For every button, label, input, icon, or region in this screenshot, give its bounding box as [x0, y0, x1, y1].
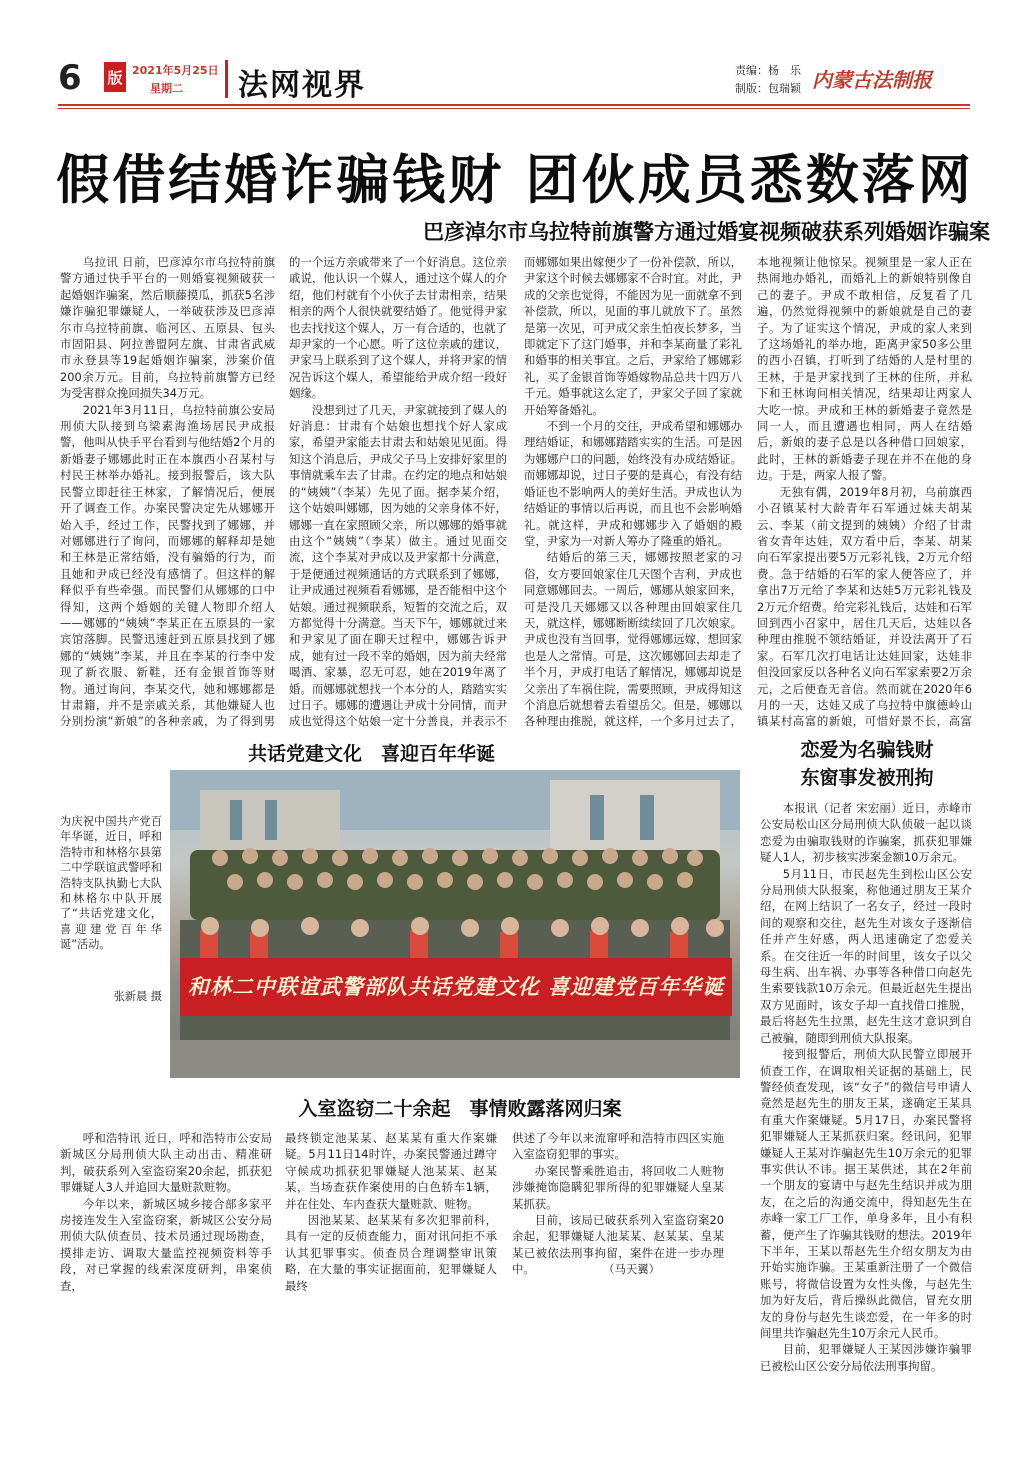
group-photo-drawing: [170, 770, 740, 1078]
column-name: 法网视界: [238, 68, 366, 103]
lead-subheadline: 巴彦淖尔市乌拉特前旗警方通过婚宴视频破获系列婚姻诈骗案: [423, 220, 990, 244]
issue-date: 2021年5月25日: [132, 64, 219, 77]
photo-banner-text: 和林二中联谊武警部队共话党建文化 喜迎建党百年华诞: [187, 975, 725, 999]
story2-paragraph: 目前，犯罪嫌疑人王某因涉嫌诈骗罪已被松山区公安分局依法刑事拘留。: [760, 1342, 972, 1373]
masthead-rule: [58, 104, 970, 106]
story3-column-2: [285, 1130, 497, 1460]
masthead-divider: [225, 60, 228, 98]
lead-headline: 假借结婚诈骗钱财 团伙成员悉数落网: [56, 149, 974, 211]
lead-paragraph: 不到一个月的交往，尹成希望和娜娜办理结婚证，和娜娜踏踏实实的生活。可是因为娜娜户口的问题，始终没有办成结婚证。而娜娜却说，过日子要的是真心，有没有结婚证也不影响两人的美好生活。尹成也认为结婚证的事情以后再说，而且也不会影响婚礼。就这样，尹成和娜娜步入了婚姻的殿堂，尹家为一对新人筹办了隆重的婚礼。: [524, 419, 742, 548]
newspaper-logo: 内蒙古法制报: [812, 68, 932, 92]
story3-column-3: [512, 1130, 724, 1460]
photo-story-title: 共话党建文化 喜迎百年华诞: [248, 743, 496, 765]
lead-paragraph: 的一个远方亲戚带来了一个好消息。这位亲戚说，他认识一个媒人，通过这个媒人的介绍，他们村就有个小伙子去甘肃相亲，结果相亲的两个人很快就要结婚了。他觉得尹家也去找找这个媒人，万一有合适的，也就了却尹家的一个心愿。听了这位亲戚的建议，尹家马上联系到了这个媒人，并将尹家的情况告诉这个媒人，希望能给尹成介绍一段好姻缘。: [289, 255, 507, 401]
lead-paragraph: 无独有偶，2019年8月初，乌前旗西小召镇某村大龄青年石军通过妹夫胡某云、李某（前文提到的姨姨）介绍了甘肃省女青年达娃，双方看中后，李某、胡某向石军家提出要5万元彩礼钱，2万元介绍费。急于结婚的石军的家人便答应了，并拿出7万元给了李某和达娃5万元彩礼钱及2万元介绍费。给完彩礼钱后，达娃和石军回到西小召家中，居住几天后，达娃以各种理由推脱不领结婚证，并设法离开了石家。石军几次打电话让达娃回家，达娃非但没回家反以各种名义向石军家索要2万余元，之后便查无音信。然而就在2020年6月的一天，达娃又成了乌拉特中旗德岭山镇某村高富的新娘，可惜好景不长，高富: [757, 484, 972, 729]
story3-column-1: [60, 1130, 272, 1460]
story2-paragraph: 5月11日，市民赵先生到松山区公安分局刑侦大队报案，称他通过朋友王某介绍，在网上结识了一名女子，经过一段时间的观察和交往，赵先生对该女子逐渐信任并产生好感，两人迅速确定了恋爱关系。在交往近一年的时间里，该女子以父母生病、出车祸、办事等各种借口向赵先生索要钱款10万余元。但最近赵先生提出双方见面时，该女子却一直找借口推脱，最后将赵先生拉黑，赵先生这才意识到自己被骗，随即到刑侦大队报案。: [760, 866, 972, 1045]
photo-credit: 张新晨 摄: [113, 990, 162, 1003]
issue-weekday: 星期二: [150, 82, 183, 95]
designer-credit: 制版：包瑞颖: [735, 82, 801, 95]
photo-caption: 为庆祝中国共产党百年华诞，近日，呼和浩特市和林格尔县第二中学联谊武警呼和浩特支队执勤七大队和林格尔中队开展了“共话党建文化，喜迎建党百年华诞”活动。: [60, 815, 162, 952]
story2-paragraph: 本报讯（记者 宋宏丽）近日，赤峰市公安局松山区分局刑侦大队侦破一起以谈恋爱为由骗取钱财的诈骗案，抓获犯罪嫌疑人1人，初步核实涉案金额10万余元。: [760, 801, 972, 865]
story2-title-line1: 恋爱为名骗钱财: [800, 739, 934, 761]
lead-paragraph: 结婚后的第三天，娜娜按照老家的习俗，女方要回娘家住几天图个吉利，尹成也同意娜娜回去。一周后，娜娜从娘家回来，可是没几天娜娜又以各种理由回娘家住几天，就这样，娜娜断断续续回了几次娘家。尹成也没有当回事，觉得娜娜远嫁，想回家也是人之常情。可是，这次娜娜回去却走了半个月，尹成打电话了解情况，娜娜却说是父亲出了车祸住院，需要照顾，尹成得知这个消息后就想着去看望岳父。但是，娜娜以各种理由推脱，就这样，一个多月过去了，: [524, 550, 742, 729]
masthead-rule-thin: [58, 108, 970, 109]
story3-title: 入室盗窃二十余起 事情败露落网归案: [298, 1098, 622, 1120]
story2-title: [762, 736, 972, 792]
lead-column-1: [60, 254, 275, 730]
story3-paragraph: 呼和浩特讯 近日，呼和浩特市公安局新城区分局刑侦大队主动出击、精准研判，破获系列入室盗窃案20余起，抓获犯罪嫌疑人3人并追回大量赃款赃物。: [60, 1131, 272, 1195]
group-photo: [170, 770, 740, 1078]
story3-paragraph: 因池某某、赵某某有多次犯罪前科，具有一定的反侦查能力，面对讯问拒不承认其犯罪事实。侦查员合理调整审讯策略，在大量的事实证据面前，犯罪嫌疑人最终: [285, 1213, 497, 1293]
editor-credit: 责编：杨 乐: [735, 64, 801, 77]
lead-column-2: [289, 254, 507, 730]
story3-paragraph: 最终锁定池某某、赵某某有重大作案嫌疑。5月11日14时许，办案民警通过蹲守守候成功抓获犯罪嫌疑人池某某、赵某某，当场查获作案使用的白色轿车1辆，并在住处、车内查获大量赃款、赃物。: [285, 1131, 497, 1211]
lead-paragraph: 没想到过了几天，尹家就接到了媒人的好消息：甘肃有个姑娘也想找个好人家成家，希望尹家能去甘肃去和姑娘见见面。得知这个消息后，尹成父子马上安排好家里的事情就乘车去了甘肃。在约定的地点和姑娘的“姨姨”（李某）先见了面。据李某介绍，这个姑娘叫娜娜，因为她的父亲身体不好，娜娜一直在家照顾父亲，所以娜娜的婚事就由这个“姨姨”（李某）做主。通过见面交流，这个李某对尹成以及尹家都十分满意，于是便通过视频通话的方式联系到了娜娜，让尹成通过视频看看娜娜，是否能相中这个姑娘。通过视频联系，短暂的交流之后，双方都觉得十分满意。当天下午，娜娜就过来和尹家见了面在聊天过程中，娜娜告诉尹成，她有过一段不幸的婚姻，因为前夫经常喝酒、家暴，忍无可忍，她在2019年离了婚。而娜娜就想找一个本分的人，踏踏实实过日子。娜娜的遭遇让尹成十分同情，而尹成也觉得这个姑娘一定十分善良，并表示不: [289, 402, 507, 729]
lead-column-3: [524, 254, 742, 730]
story2-title-line2: 东窗事发被刑拘: [800, 767, 934, 789]
lead-column-4: [757, 254, 972, 730]
page-label: 版: [104, 62, 126, 92]
lead-paragraph: 而娜娜如果出嫁便少了一份补偿款，所以，尹家这个时候去娜娜家不合时宜。对此，尹成的父亲也觉得，不能因为见一面就拿不到补偿款，所以，见面的事儿就放下了。虽然是第一次见，可尹成父亲生怕夜长梦多，当即就定下了这门婚事，并和李某商量了彩礼和婚事的相关事宜。之后，尹家给了娜娜彩礼，买了金银首饰等婚嫁物品总共十四万八千元。婚事就这么定了，尹家父子回了家就开始筹备婚礼。: [524, 255, 742, 417]
lead-paragraph: 乌拉讯 日前，巴彦淖尔市乌拉特前旗警方通过快手平台的一则婚宴视频破获一起婚姻诈骗案，然后顺藤摸瓜，抓获5名涉嫌诈骗犯罪嫌疑人，一举破获涉及巴彦淖尔市乌拉特前旗、临河区、五原县、包头市固阳县、阿拉善盟阿左旗、甘肃省武威市永登县等19起婚姻诈骗案，涉案价值200余万元。目前，乌拉特前旗警方已经为受害群众挽回损失34万元。: [60, 255, 275, 401]
lead-paragraph: 本地视频让他惊呆。视频里是一家人正在热闹地办婚礼，而婚礼上的新娘特别像自己的妻子。尹成不敢相信，反复看了几遍，仍然觉得视频中的新娘就是自己的妻子。为了证实这个情况，尹成的家人来到了这场婚礼的举办地，距离尹家50多公里的西小召镇，打听到了结婚的人是村里的王林，于是尹家找到了王林的住所，并私下和王林询问相关情况，结果却让两家人大吃一惊。尹成和王林的新婚妻子竟然是同一人，而且遭遇也相同，两人在结婚后，新娘的妻子总是以各种借口回娘家，此时，王林的新婚妻子现在并不在他的身边。于是，两家人报了警。: [757, 255, 972, 483]
story2-body: [760, 800, 972, 1460]
page-number: 6: [58, 58, 82, 98]
story3-paragraph: 目前，该局已破获系列入室盗窃案20余起，犯罪嫌疑人池某某、赵某某、皇某某已被依法刑事拘留，案件在进一步办理中。 （马天翼）: [512, 1213, 724, 1277]
story3-paragraph: 今年以来，新城区城乡接合部多家平房接连发生入室盗窃案，新城区公安分局刑侦大队侦查员、技术员通过现场勘查，摸排走访、调取大量监控视频资料等手段，对已掌握的线索深度研判，串案侦查，: [60, 1196, 272, 1293]
story3-paragraph: 供述了今年以来流窜呼和浩特市四区实施入室盗窃犯罪的事实。: [512, 1131, 724, 1162]
story3-paragraph: 办案民警乘胜追击，将回收二人赃物涉嫌掩饰隐瞒犯罪所得的犯罪嫌疑人皇某某抓获。: [512, 1163, 724, 1211]
story2-paragraph: 接到报警后，刑侦大队民警立即展开侦查工作，在调取相关证据的基础上，民警经侦查发现，该“女子”的微信号申请人竟然是赵先生的朋友王某，遂确定王某具有重大作案嫌疑。5月17日，办案民警将犯罪嫌疑人王某抓获归案。经讯问，犯罪嫌疑人王某对诈骗赵先生10万余元的犯罪事实供认不讳。据王某供述，其在2年前一个朋友的宴请中与赵先生结识并成为朋友，在之后的沟通交流中，得知赵先生在赤峰一家工厂工作，单身多年，且小有积蓄，便产生了诈骗其钱财的想法。2019年下半年，王某以帮赵先生介绍女朋友为由开始实施诈骗。王某重新注册了一个微信账号，将微信设置为女性头像，与赵先生加为好友后，背后操纵此微信，冒充女朋友的身份与赵先生谈恋爱，在一年多的时间里共诈骗赵先生10万余元人民币。: [760, 1047, 972, 1340]
lead-paragraph: 2021年3月11日，乌拉特前旗公安局刑侦大队接到乌梁素海渔场居民尹成报警，他叫从快手平台看到与他结婚2个月的新婚妻子娜娜此时正在本旗西小召某村与村民王林举办婚礼。接到报警后，该大队民警立即赶往王林家，了解情况后，便展开了调查工作。办案民警决定先从娜娜开始入手，经过工作，民警找到了娜娜，并对娜娜进行了询问，而娜娜的解释却是她和王林是正常结婚，没有骗婚的行为，而且她和尹成已经没有感情了。但这样的解释似乎有些牵强。而民警们从娜娜的口中得知，这两个婚姻的关键人物即介绍人——娜娜的“姨姨”李某正在五原县的一家宾馆落脚。民警迅速赶到五原县找到了娜娜的“姨姨”李某，并且在李某的行李中发现了新衣服、新鞋，还有金银首饰等财物。通过询问，李某交代，她和娜娜都是甘肃籍，并不是亲戚关系，其他嫌疑人也分别扮演“新娘”的各种亲戚，为了得到男: [60, 402, 275, 729]
